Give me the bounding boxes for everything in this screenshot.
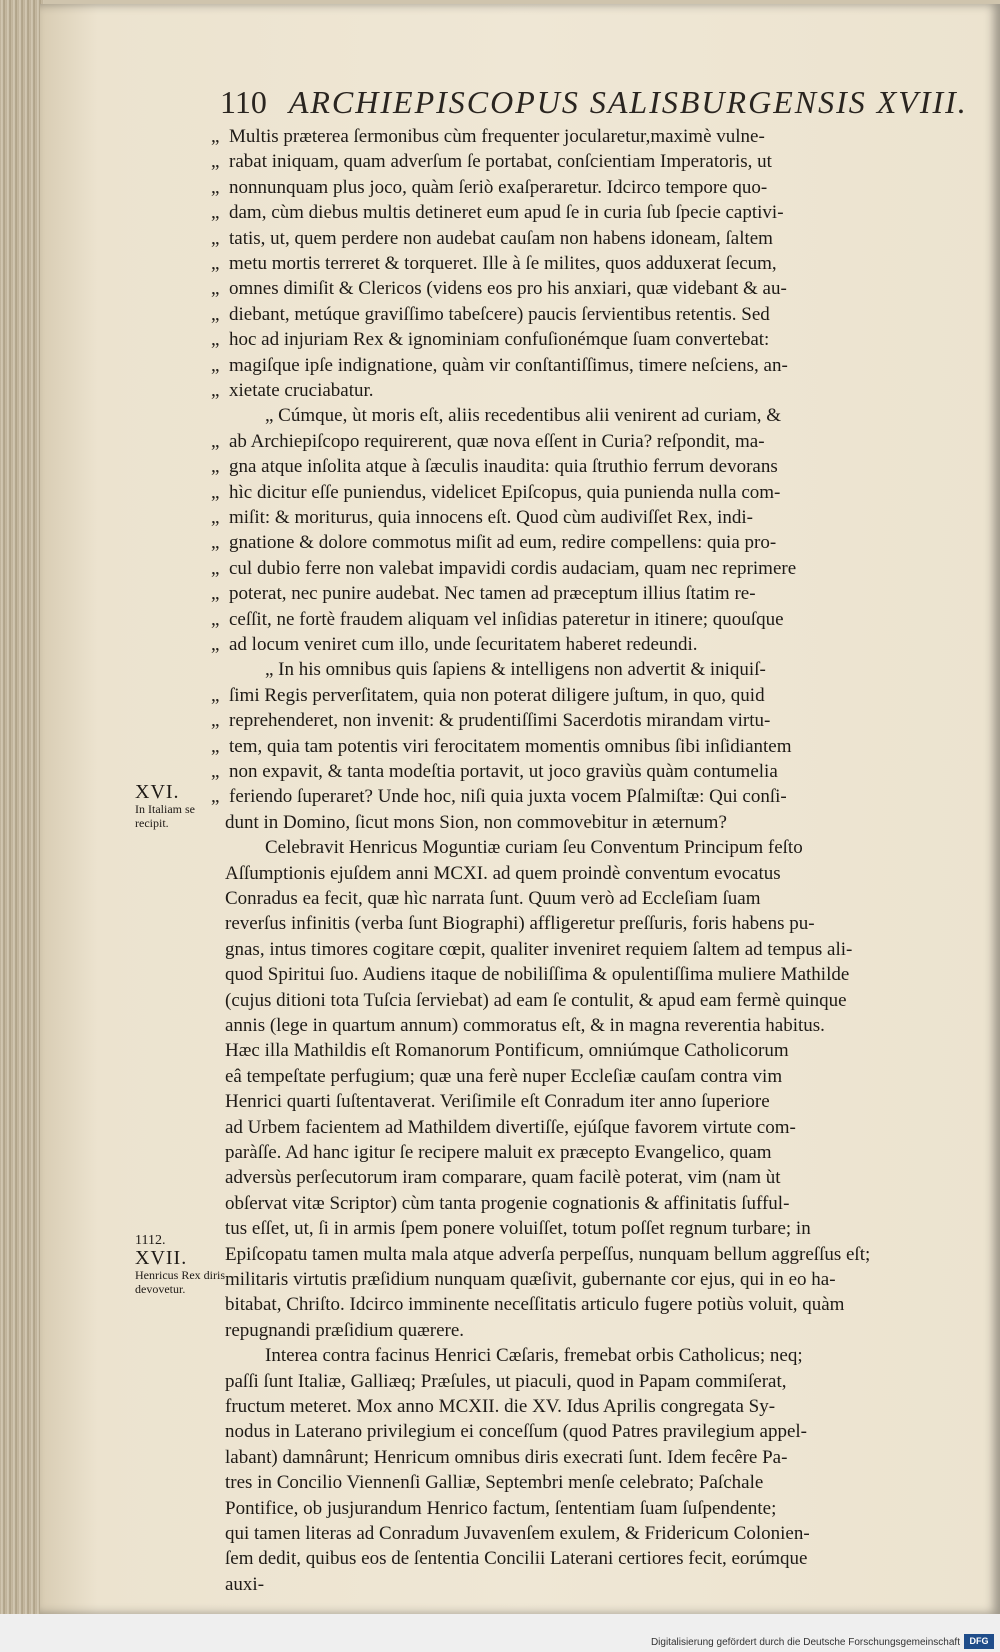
quote-mark: „: [211, 507, 220, 528]
line-text: Celebravit Henricus Moguntiæ curiam ſeu Conventum Principum feſto: [265, 837, 803, 859]
text-line: [225, 1472, 925, 1494]
text-line: [211, 735, 929, 758]
line-text: Conradus ea fecit, quæ hìc narrata ſunt. Quum verò ad Eccleſiam ſuam: [225, 888, 761, 909]
quote-mark: „: [211, 735, 220, 757]
text-line: [211, 303, 929, 326]
line-text: omnes dimiſit & Clericos (videns eos pro his anxiari, quæ videbant & au-: [229, 278, 787, 300]
line-text: dam, cùm diebus multis detineret eum apud ſe in curia ſub ſpecie captivi-: [229, 202, 784, 224]
line-text: bitabat, Chriſto. Idcirco imminente neceſſitatis articulo fugere potiùs voluit, quàm: [225, 1294, 845, 1316]
text-line: [225, 1294, 925, 1316]
text-line: [211, 278, 929, 300]
line-text: annis (lege in quartum annum) commoratus eſt, & in magna reverentia habitus.: [225, 1015, 825, 1036]
line-text: rabat iniquam, quam adverſum ſe portabat, conſcientiam Imperatoris, ut: [229, 151, 772, 173]
text-line: [225, 1447, 925, 1469]
line-text: tres in Concilio Viennenſi Galliæ, Septembri menſe celebrato; Paſchale: [225, 1472, 764, 1494]
text-line: [225, 863, 925, 885]
quote-mark: „: [211, 786, 220, 808]
text-line: [225, 1091, 925, 1113]
line-text: ab Archiepiſcopo requirerent, quæ nova eſſent in Curia? reſpondit, ma-: [229, 430, 765, 452]
text-line: [211, 176, 929, 199]
margin-note-text: In Italiam se recipit.: [135, 802, 195, 830]
quote-mark: „: [211, 278, 220, 300]
text-line: [225, 1548, 925, 1570]
text-line: [225, 837, 965, 859]
text-line: [211, 380, 929, 402]
text-line: [225, 1371, 925, 1393]
line-text: feriendo ſuperaret? Unde hoc, niſi quia juxta vocem Pſalmiſtæ: Qui conſi-: [229, 786, 787, 808]
quote-mark: „: [211, 532, 220, 554]
line-text: ceſſit, ne fortè fraudem aliquam vel inſidias pateretur in itinere; quouſque: [229, 608, 784, 630]
quote-mark: „: [211, 684, 220, 706]
line-text: repugnandi præſidium quærere.: [225, 1319, 465, 1341]
text-line: [211, 507, 929, 529]
text-line: [225, 913, 925, 935]
text-line: [225, 812, 925, 834]
line-text: „ In his omnibus quis ſapiens & intelligens non advertit & iniquiſ-: [265, 659, 766, 681]
line-text: obſervat vitæ Scriptor) cùm tanta progenie cognationis & affinitatis ſufful-: [225, 1192, 790, 1214]
text-line: [225, 1498, 925, 1520]
line-text: qui tamen literas ad Conradum Juvavenſem exulem, & Fridericum Colonien-: [225, 1523, 810, 1544]
line-text: magiſque ipſe indignatione, quàm vir conſtantiſſimus, timere neſciens, an-: [229, 354, 788, 376]
text-line: [211, 634, 929, 656]
text-line: [225, 1345, 965, 1367]
text-line: [211, 151, 929, 173]
line-text: nodus in Laterano privilegium ei conceſſum (quod Patres pravilegium appel-: [225, 1421, 807, 1443]
text-line: [225, 888, 925, 910]
quote-mark: „: [211, 227, 220, 249]
text-line: [225, 405, 965, 427]
line-text: ſem dedit, quibus eos de ſententia Concilii Laterani certiores fecit, eorúmque: [225, 1548, 808, 1570]
line-text: adversùs perſecutorum iram comparare, quam facilè poterat, vim (nam ùt: [225, 1167, 781, 1189]
text-line: [211, 202, 929, 224]
line-text: tatis, ut, quem perdere non audebat cauſam non habens idoneam, ſaltem: [229, 227, 773, 249]
running-header: [220, 84, 968, 121]
quote-mark: „: [211, 608, 220, 630]
line-text: militaris virtutis præſidium nunquam quæſivit, gubernante cor ejus, qui in eo ha-: [225, 1269, 836, 1290]
text-line: [211, 126, 929, 148]
quote-mark: „: [211, 126, 220, 147]
line-text: tus eſſet, ut, ſi in armis ſpem ponere voluiſſet, totum poſſet regnum turbare; in: [225, 1218, 811, 1240]
line-text: miſit: & moriturus, quia innocens eſt. Quod cùm audiviſſet Rex, indi-: [229, 507, 754, 528]
line-text: gnas, intus timores cogitare cœpit, qualiter inveniret requiem ſaltem ad tempus ali-: [225, 938, 853, 960]
quote-mark: „: [211, 354, 220, 376]
line-text: paràſſe. Ad hanc igitur ſe recipere maluit ex præcepto Evangelico, quam: [225, 1142, 772, 1163]
text-line: [211, 354, 929, 377]
text-line: [211, 481, 929, 504]
text-line: [211, 608, 929, 631]
text-line: [225, 1142, 925, 1164]
line-text: quod Spiritui ſuo. Audiens itaque de nobiliſſima & opulentiſſima muliere Mathilde: [225, 964, 850, 986]
line-text: auxi-: [225, 1573, 265, 1595]
line-text: metu mortis terreret & torqueret. Ille à ſe milites, quos adduxerat ſecum,: [229, 253, 777, 274]
quote-mark: „: [211, 380, 220, 401]
line-text: gna atque inſolita atque à ſæculis inaudita: quia ſtruthio ferrum devorans: [229, 456, 778, 478]
line-text: fructum meteret. Mox anno MCXII. die XV. Idus Aprilis congregata Sy-: [225, 1396, 776, 1417]
line-text: paſſi ſunt Italiæ, Galliæq; Præſules, ut piaculi, quod in Papam commiſerat,: [225, 1370, 787, 1392]
text-line: [225, 1193, 925, 1215]
body-text: [211, 126, 935, 1596]
line-text: dunt in Domino, ſicut mons Sion, non commovebitur in æternum?: [225, 811, 727, 833]
quote-mark: „: [211, 430, 220, 452]
dfg-logo: DFG: [964, 1634, 994, 1649]
margin-note-xvii: [135, 1234, 225, 1296]
quote-mark: „: [211, 761, 220, 782]
line-text: ad Urbem facientem ad Mathildem divertiſſe, ejúſque favorem virtute com-: [225, 1116, 796, 1138]
line-text: hoc ad injuriam Rex & ignominiam confuſionémque ſuam convertebat:: [229, 329, 770, 351]
line-text: ſimi Regis perverſitatem, quia non poterat diligere juſtum, in quo, quid: [229, 684, 765, 706]
quote-mark: „: [211, 202, 220, 224]
text-line: [211, 456, 929, 478]
text-line: [225, 1167, 925, 1189]
text-line: [225, 1066, 925, 1088]
quote-mark: „: [211, 303, 220, 325]
text-line: [225, 1040, 925, 1062]
page-number: 110: [220, 84, 267, 120]
quote-mark: „: [211, 176, 220, 198]
quote-mark: „: [211, 151, 220, 173]
text-line: [225, 939, 925, 961]
line-text: reprehenderet, non invenit: & prudentiſſimi Sacerdotis mirandam virtu-: [229, 710, 771, 732]
section-numeral: XVI.: [135, 781, 180, 803]
text-line: [225, 964, 925, 986]
line-text: gnatione & dolore commotus miſit ad eum, redire compellens: quia pro-: [229, 532, 777, 554]
text-line: [211, 710, 929, 732]
margin-note-text: Henricus Rex diris devovetur.: [135, 1268, 225, 1296]
line-text: Multis præterea ſermonibus cùm frequenter jocularetur,maximè vulne-: [229, 126, 765, 147]
text-line: [211, 583, 929, 605]
line-text: Interea contra facinus Henrici Cæſaris, fremebat orbis Catholicus; neq;: [265, 1345, 803, 1367]
line-text: cul dubio ferre non valebat impavidi cordis audaciam, quam nec reprimere: [229, 557, 797, 579]
text-line: [225, 1117, 925, 1139]
line-text: diebant, metúque graviſſimo tabeſcere) paucis ſervientibus retentis. Sed: [229, 303, 770, 325]
text-line: [211, 532, 929, 554]
text-line: [225, 1421, 925, 1443]
margin-year: 1112.: [135, 1233, 166, 1248]
quote-mark: „: [211, 329, 220, 351]
text-line: [211, 786, 929, 808]
footer-bar: [0, 1614, 1000, 1652]
line-text: Epiſcopatu tamen multa mala atque adverſa perpeſſus, nunquam bellum aggreſſus eſt;: [225, 1243, 871, 1265]
text-line: [225, 1218, 925, 1240]
text-line: [211, 761, 929, 783]
text-line: [225, 990, 925, 1012]
running-title: ARCHIEPISCOPUS SALISBURGENSIS XVIII.: [288, 84, 968, 120]
line-text: nonnunquam plus joco, quàm ſeriò exaſperaretur. Idcirco tempore quo-: [229, 176, 768, 198]
text-line: [211, 253, 929, 275]
line-text: reverſus infinitis (verba ſunt Biographi) affligeretur preſſuris, foris habens pu-: [225, 913, 815, 935]
text-line: [211, 227, 929, 250]
text-line: [211, 557, 929, 580]
text-line: [225, 1244, 925, 1266]
line-text: Pontifice, ob jusjurandum Henrico factum, ſententiam ſuam ſuſpendente;: [225, 1497, 777, 1519]
text-line: [225, 659, 965, 681]
text-line: [211, 329, 929, 351]
line-text: (cujus ditioni tota Tuſcia ſerviebat) ad eam ſe contulit, & apud eam fermè quinque: [225, 989, 847, 1011]
text-line: [225, 1320, 925, 1342]
line-text: Henrici quarti ſuſtentaverat. Veriſimile eſt Conradum iter anno ſuperiore: [225, 1091, 770, 1113]
line-text: Hæc illa Mathildis eſt Romanorum Pontificum, omniúmque Catholicorum: [225, 1040, 789, 1062]
quote-mark: „: [211, 710, 220, 732]
line-text: hìc dicitur eſſe puniendus, videlicet Epiſcopus, quia punienda nulla com-: [229, 481, 781, 503]
text-line: [225, 1574, 925, 1596]
line-text: non expavit, & tanta modeſtia portavit, ut joco graviùs quàm contumelia: [229, 761, 778, 782]
funding-credit: Digitalisierung gefördert durch die Deutsche Forschungsgemeinschaft: [650, 1637, 960, 1648]
text-line: [225, 1396, 925, 1418]
line-text: xietate cruciabatur.: [229, 380, 374, 401]
line-text: „ Cúmque, ùt moris eſt, aliis recedentibus alii venirent ad curiam, &: [265, 405, 782, 427]
text-line: [225, 1015, 925, 1037]
quote-mark: „: [211, 557, 220, 579]
quote-mark: „: [211, 583, 220, 605]
text-line: [211, 684, 929, 707]
quote-mark: „: [211, 634, 220, 655]
line-text: Aſſumptionis ejuſdem anni MCXI. ad quem proindè conventum evocatus: [225, 862, 781, 884]
quote-mark: „: [211, 481, 220, 503]
quote-mark: „: [211, 456, 220, 478]
text-line: [225, 1523, 925, 1545]
book-page-edges: [0, 0, 44, 1652]
text-line: [211, 430, 929, 453]
line-text: eâ tempeſtate perfugium; quæ una ferè nuper Eccleſiæ cauſam contra vim: [225, 1065, 783, 1087]
line-text: labant) damnârunt; Henricum omnibus diris execrati ſunt. Idem fecêre Pa-: [225, 1446, 788, 1468]
section-numeral: XVII.: [135, 1247, 188, 1269]
line-text: ad locum veniret cum illo, unde ſecuritatem haberet redeundi.: [229, 634, 698, 655]
quote-mark: „: [211, 253, 220, 274]
line-text: tem, quia tam potentis viri ferocitatem momentis omnibus ſibi inſidiantem: [229, 735, 792, 757]
text-line: [225, 1269, 925, 1291]
line-text: poterat, nec punire audebat. Nec tamen ad præceptum illius ſtatim re-: [229, 583, 756, 605]
